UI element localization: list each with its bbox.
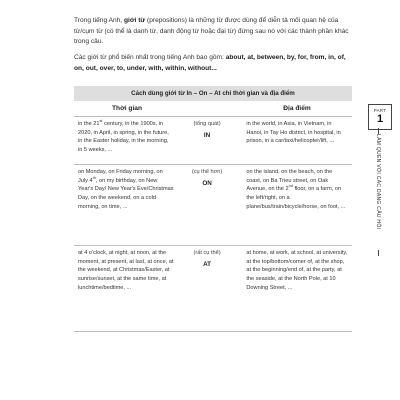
- place-examples-at: at home, at work, at school, at university, at the top/bottom/corner of, at the shop, at the beginning/end of, at the party, at the seaside, at the North Pole, at 10 Downing Street, ...: [246, 250, 348, 291]
- specificity-label: (cụ thể hơn): [191, 169, 223, 175]
- table-title: Cách dùng giới từ In – On – At chỉ thời gian và địa điểm: [74, 86, 352, 101]
- preposition-cell-at: [178, 246, 237, 331]
- table-header-row: [74, 101, 352, 117]
- part-number: 1: [376, 113, 384, 125]
- column-header-spacer: [180, 101, 242, 116]
- part-badge: [368, 104, 392, 130]
- time-examples-at: at 4 o'clock, at night, at noon, at the moment, at present, at last, at once, at the weekend, at Christmas/Easter, at sunrise/sunset, at the same time, at lunchtime/bedtime, ...: [78, 250, 174, 291]
- preposition-word: AT: [203, 260, 212, 268]
- intro-paragraph-common-prepositions: Các giới từ phổ biến nhất trong tiếng Anh bao gồm: about, at, between, by, for, from, in, of, on, out, over, to, under, with, within, without...: [74, 54, 346, 72]
- place-examples-in: in the world, in Asia, in Vietnam, in Hanoi, in Tay Ho district, in hospital, in prison, in a car/taxi/helicopter/lift, ...: [246, 121, 341, 145]
- preposition-cell-on: [178, 165, 237, 245]
- preposition-list: about, at, between, by, for, from, in, of, on, out, over, to, under, with, within, without...: [74, 54, 346, 72]
- preposition-word: ON: [202, 179, 212, 187]
- place-examples-on: on the island, on the beach, on the coast, on Ba Trieu street, on Oak Avenue, on the 2nd floor, on a farm, on the left/right, on a plane/bus/train/bicycle/horse, on foot, ...: [246, 169, 346, 210]
- column-header-time: Thời gian: [112, 105, 142, 112]
- time-examples-on: on Monday, on Friday morning, on July 4th, on my birthday, on New Year's Day/ New Year's Eve/Christmas Day, on the weekend, on a cold morning, on time, ...: [78, 169, 174, 210]
- preposition-cell-in: [178, 117, 237, 164]
- column-header-place: Địa điểm: [283, 105, 311, 112]
- part-label: PART: [373, 108, 387, 113]
- prepositions-table: [74, 86, 352, 332]
- time-examples-in: in the 21st century, in the 1900s, in 2020, in April, in spring, in the future, in the Easter holiday, in the morning, in 5 weeks, ...: [78, 118, 169, 153]
- term-gioi-tu: giới từ: [123, 17, 146, 24]
- sidebar-section-title: LÀM QUEN VỚI CÁC DẠNG CÂU HỎI: [373, 134, 383, 250]
- specificity-label: (rất cụ thể): [193, 250, 221, 256]
- table-row-on: [74, 165, 352, 246]
- table-row-in: [74, 117, 352, 165]
- intro-text: [74, 16, 356, 79]
- intro-paragraph-definition: Trong tiếng Anh, giới từ (prepositions) là những từ được dùng để diễn tả mối quan hệ của từ/cụm từ (có thể là danh từ, danh động từ hoặc đại từ) đứng sau nó với các thành phần khác trong câu.: [74, 17, 349, 46]
- preposition-word: IN: [203, 131, 211, 139]
- table-row-at: [74, 246, 352, 332]
- specificity-label: (tổng quát): [193, 121, 221, 127]
